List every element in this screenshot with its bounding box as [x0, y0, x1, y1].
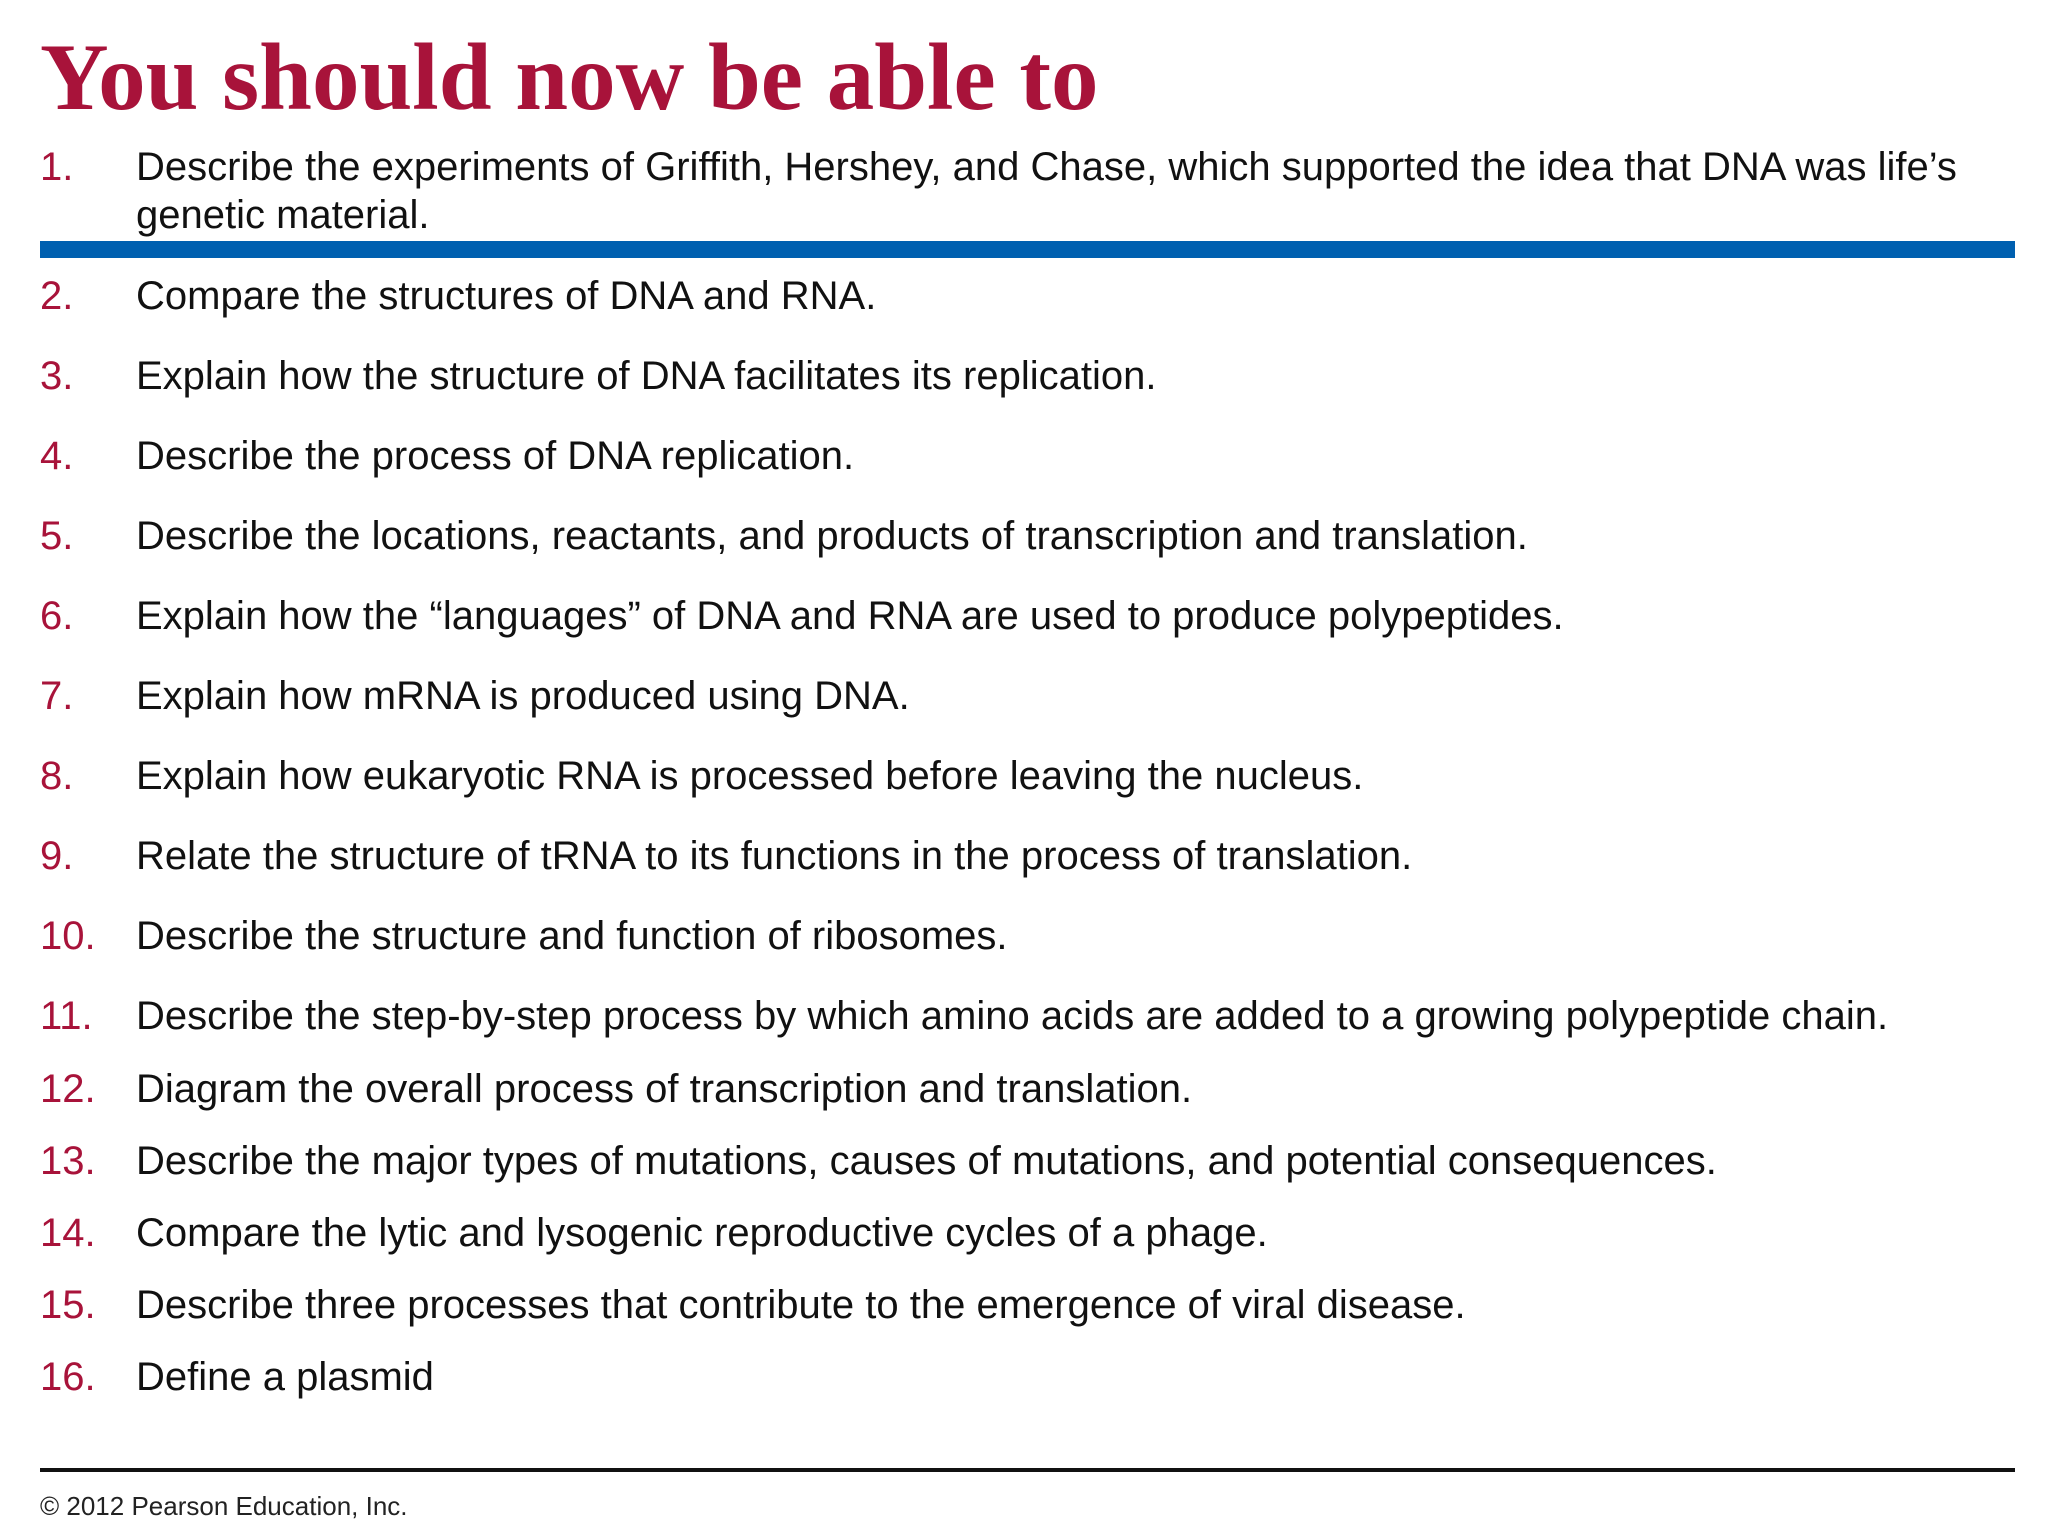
objective-text: Explain how the “languages” of DNA and RNA are used to produce polypeptides. [136, 594, 1564, 638]
objective-text: Diagram the overall process of transcription and translation. [136, 1067, 1193, 1111]
objective-number: 7. [40, 674, 74, 718]
objective-text: Describe the process of DNA replication. [136, 434, 855, 478]
objective-number: 10. [40, 914, 96, 958]
objective-text: Compare the structures of DNA and RNA. [136, 274, 877, 318]
objective-number: 14. [40, 1211, 96, 1255]
objective-text: Describe three processes that contribute to the emergence of viral disease. [136, 1283, 1466, 1327]
objective-text: Describe the major types of mutations, causes of mutations, and potential consequences. [136, 1139, 1717, 1183]
objective-text: Explain how the structure of DNA facilitates its replication. [136, 354, 1157, 398]
objective-text: Describe the structure and function of ribosomes. [136, 914, 1008, 958]
footer-divider [40, 1468, 2015, 1472]
objective-number: 9. [40, 834, 74, 878]
objective-text: Describe the locations, reactants, and products of transcription and translation. [136, 514, 1528, 558]
copyright-notice: © 2012 Pearson Education, Inc. [40, 1491, 408, 1521]
objective-number: 8. [40, 754, 74, 798]
objective-text: Relate the structure of tRNA to its functions in the process of translation. [136, 834, 1413, 878]
objective-number: 15. [40, 1283, 96, 1327]
objective-number: 2. [40, 274, 74, 318]
objective-number: 6. [40, 594, 74, 638]
objective-number: 11. [40, 994, 93, 1038]
objective-number: 1. [40, 145, 74, 189]
objective-text: Compare the lytic and lysogenic reproductive cycles of a phage. [136, 1211, 1268, 1255]
objective-number: 13. [40, 1139, 96, 1183]
objective-text: Explain how eukaryotic RNA is processed before leaving the nucleus. [136, 754, 1364, 798]
objective-text: Explain how mRNA is produced using DNA. [136, 674, 910, 718]
objective-number: 5. [40, 514, 74, 558]
objective-text: Describe the step-by-step process by which amino acids are added to a growing polypeptide chain. [136, 994, 1889, 1038]
objective-number: 4. [40, 434, 74, 478]
objective-text: Describe the experiments of Griffith, Hershey, and Chase, which supported the idea that DNA was life’s genetic material. [136, 145, 1957, 237]
slide-title: You should now be able to [40, 24, 1099, 130]
objective-number: 3. [40, 354, 74, 398]
objective-number: 12. [40, 1067, 96, 1111]
objective-number: 16. [40, 1355, 96, 1399]
objective-text: Define a plasmid [136, 1355, 434, 1399]
